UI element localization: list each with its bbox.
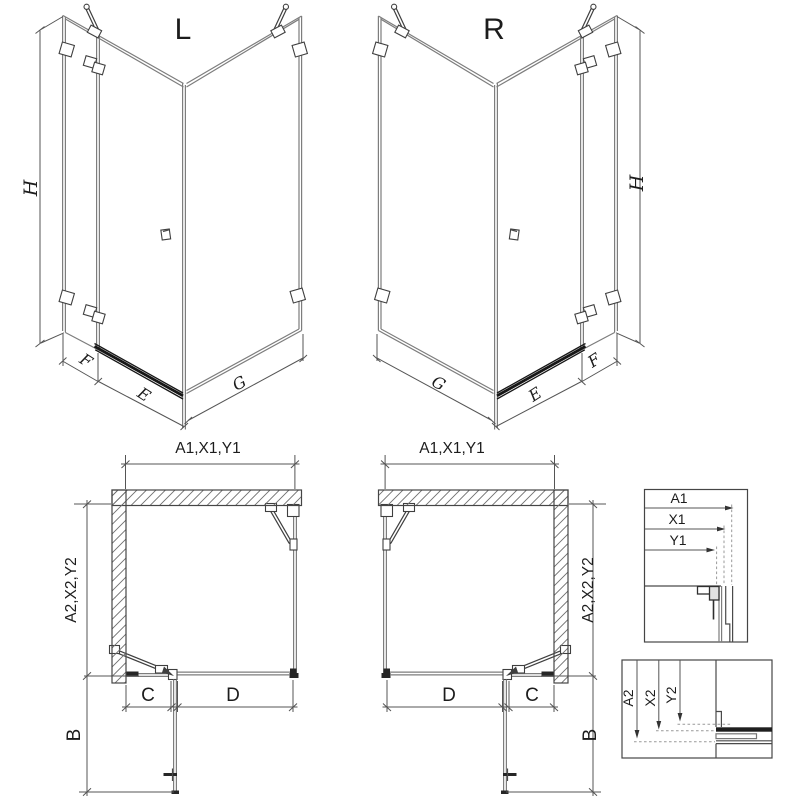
tray-profile-section <box>716 660 772 758</box>
wall-profile-section <box>698 586 733 642</box>
footprint-label-left: A1,X1,Y1 <box>175 440 241 457</box>
dim-label-c-right: C <box>525 685 539 706</box>
detail-x1-label: X1 <box>668 511 686 527</box>
dim-label-b-right: B <box>580 728 601 742</box>
plan-left-walls <box>112 490 302 683</box>
ceiling-brace-left <box>84 4 102 38</box>
depth-label-left: A2,X2,Y2 <box>63 557 80 623</box>
plan-view-right-art <box>381 455 607 796</box>
iso-view-right-art <box>373 4 645 430</box>
footprint-label-right: A1,X1,Y1 <box>419 440 485 457</box>
dim-label-height-left: H <box>20 179 42 197</box>
detail-y1-label: Y1 <box>669 532 687 548</box>
dim-label-d-left: D <box>226 685 240 706</box>
variant-label-left: L <box>174 13 192 46</box>
dim-label-door-right: E <box>524 383 546 406</box>
detail-a2-label: A2 <box>620 689 636 707</box>
dim-label-side-left: G <box>229 371 250 395</box>
iso-enclosure-art <box>36 4 308 430</box>
dim-label-b-left: B <box>64 728 85 742</box>
detail-a1-label: A1 <box>670 490 688 506</box>
dim-label-c-left: C <box>141 685 155 706</box>
plan-right-walls <box>379 490 569 683</box>
detail-depth-box <box>622 660 772 758</box>
fixed-side-panel <box>288 505 300 679</box>
ceiling-brace-right <box>271 4 289 38</box>
variant-label-right: R <box>483 13 505 46</box>
depth-label-right: A2,X2,Y2 <box>580 557 597 623</box>
plan-enclosure-art <box>74 455 300 796</box>
detail-width-box <box>645 490 748 643</box>
iso-dimension-lines <box>36 17 308 431</box>
dim-label-height-right: H <box>626 174 648 192</box>
dim-label-front-right: F <box>584 349 604 372</box>
door-knob <box>161 229 171 240</box>
detail-x2-label: X2 <box>642 689 658 707</box>
detail-y2-label: Y2 <box>663 686 679 704</box>
dim-label-door-left: E <box>133 383 155 406</box>
dim-label-d-right: D <box>442 685 456 706</box>
dim-label-side-right: G <box>428 371 449 395</box>
dim-label-front-left: F <box>76 349 96 372</box>
